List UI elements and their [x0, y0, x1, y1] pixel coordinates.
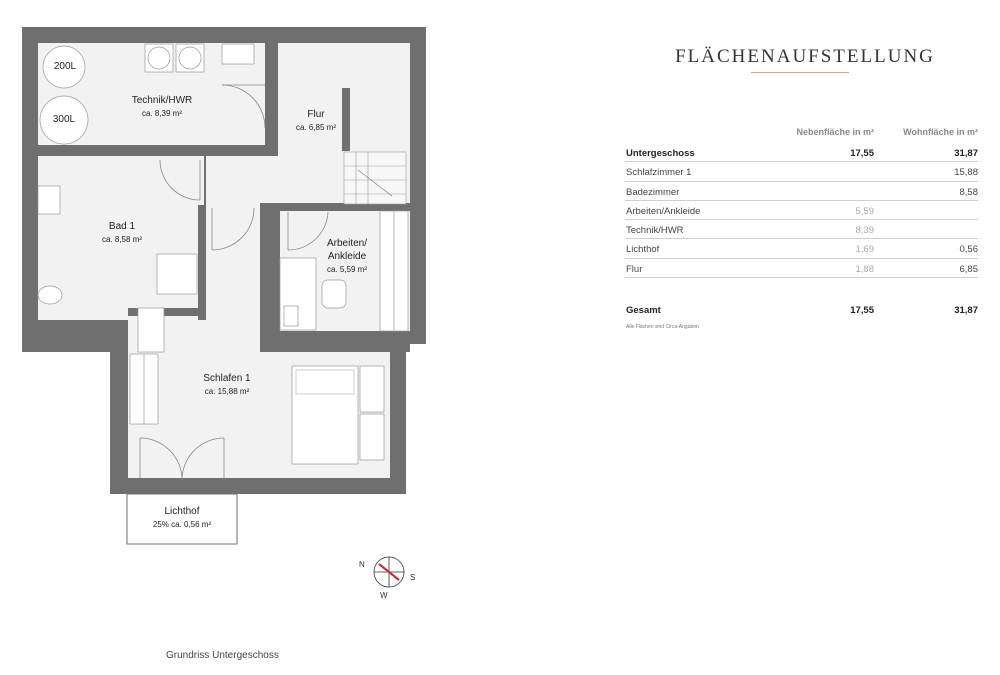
header-secondary: Nebenfläche in m²: [796, 127, 874, 137]
row-label: Schlafzimmer 1: [626, 167, 692, 179]
total-secondary: 17,55: [850, 305, 874, 317]
row-secondary: 17,55: [850, 148, 874, 159]
room-area: ca. 8,39 m²: [141, 109, 182, 118]
bad-toilet: [38, 286, 62, 304]
wall-technik-flur-2: [265, 128, 278, 156]
row-living: 0,56: [959, 244, 978, 256]
tank-200-label: 200L: [53, 61, 77, 72]
utility-sink: [222, 44, 254, 64]
table-row: [625, 143, 978, 162]
footnote: Alle Flächen sind Circa-Angaben: [626, 324, 699, 330]
row-label: Arbeiten/Ankleide: [626, 205, 701, 217]
row-secondary: 8,39: [855, 225, 874, 237]
table-row: [625, 220, 978, 239]
wall-lichthof-left: [128, 478, 140, 494]
total-living: 31,87: [954, 305, 978, 317]
row-label: Lichthof: [626, 244, 660, 256]
room-area: ca. 5,59 m²: [326, 265, 367, 274]
row-living: 6,85: [959, 263, 978, 275]
compass-n: N: [359, 560, 365, 569]
arbeiten-stool: [284, 306, 298, 326]
room-area: ca. 8,58 m²: [101, 235, 142, 244]
staircase: [344, 152, 406, 204]
table-row: [625, 259, 978, 278]
area-table: [625, 124, 978, 319]
tank-300-label: 300L: [52, 114, 76, 125]
plan-caption: Grundriss Untergeschoss: [166, 650, 279, 661]
title-underline: [751, 72, 849, 73]
room-label-schlafen: [190, 372, 264, 398]
room-name: Flur: [307, 109, 325, 120]
table-row: [625, 162, 978, 181]
row-secondary: 5,59: [855, 205, 874, 217]
table-header: [625, 124, 978, 143]
room-name: Lichthof: [164, 506, 200, 517]
room-area: ca. 6,85 m²: [295, 123, 336, 132]
room-name: Technik/HWR: [131, 95, 193, 106]
compass-s: S: [410, 573, 416, 582]
room-label-flur: [286, 108, 346, 134]
room-name: Arbeiten/: [326, 238, 368, 249]
bad-sink: [38, 186, 60, 214]
total-label: Gesamt: [626, 305, 661, 317]
table-row: [625, 201, 978, 220]
room-name: Bad 1: [108, 221, 136, 232]
room-label-technik: [110, 94, 214, 120]
wall-hall-arbeiten: [260, 203, 280, 352]
row-secondary: 1,88: [855, 263, 874, 275]
wall-technik-flur: [265, 43, 278, 85]
wall-bad-hall: [198, 205, 206, 320]
floor-hall: [206, 156, 260, 352]
shower: [157, 254, 197, 294]
wardrobe-schlafen-top: [138, 308, 164, 352]
room-name: Schlafen 1: [203, 373, 251, 384]
summary-title: FLÄCHENAUFSTELLUNG: [675, 46, 935, 67]
room-area: 25% ca. 0,56 m²: [152, 520, 212, 529]
row-secondary: 1,69: [855, 244, 874, 256]
row-label: Untergeschoss: [626, 148, 695, 159]
room-area: ca. 15,88 m²: [204, 387, 250, 396]
compass: [374, 557, 404, 587]
wall-technik-bad: [38, 145, 278, 156]
row-label: Badezimmer: [626, 186, 680, 198]
row-living: 8,58: [959, 186, 978, 198]
room-name-2: Ankleide: [327, 251, 367, 262]
row-label: Flur: [626, 263, 643, 275]
room-label-lichthof: [134, 505, 230, 531]
wall-arbeiten-top: [280, 203, 330, 211]
table-row: [625, 239, 978, 258]
arbeiten-chair: [322, 280, 346, 308]
row-living: 31,87: [954, 148, 978, 159]
table-total-row: [625, 300, 978, 319]
room-label-arbeiten: [316, 237, 378, 276]
row-living: 15,88: [954, 167, 978, 179]
table-row: [625, 182, 978, 201]
header-living: Wohnfläche in m²: [903, 127, 978, 137]
nightstand: [360, 366, 384, 412]
compass-w: W: [380, 591, 388, 600]
row-label: Technik/HWR: [626, 225, 684, 237]
wall-arbeiten-bottom: [260, 331, 410, 352]
room-label-bad: [90, 220, 154, 246]
